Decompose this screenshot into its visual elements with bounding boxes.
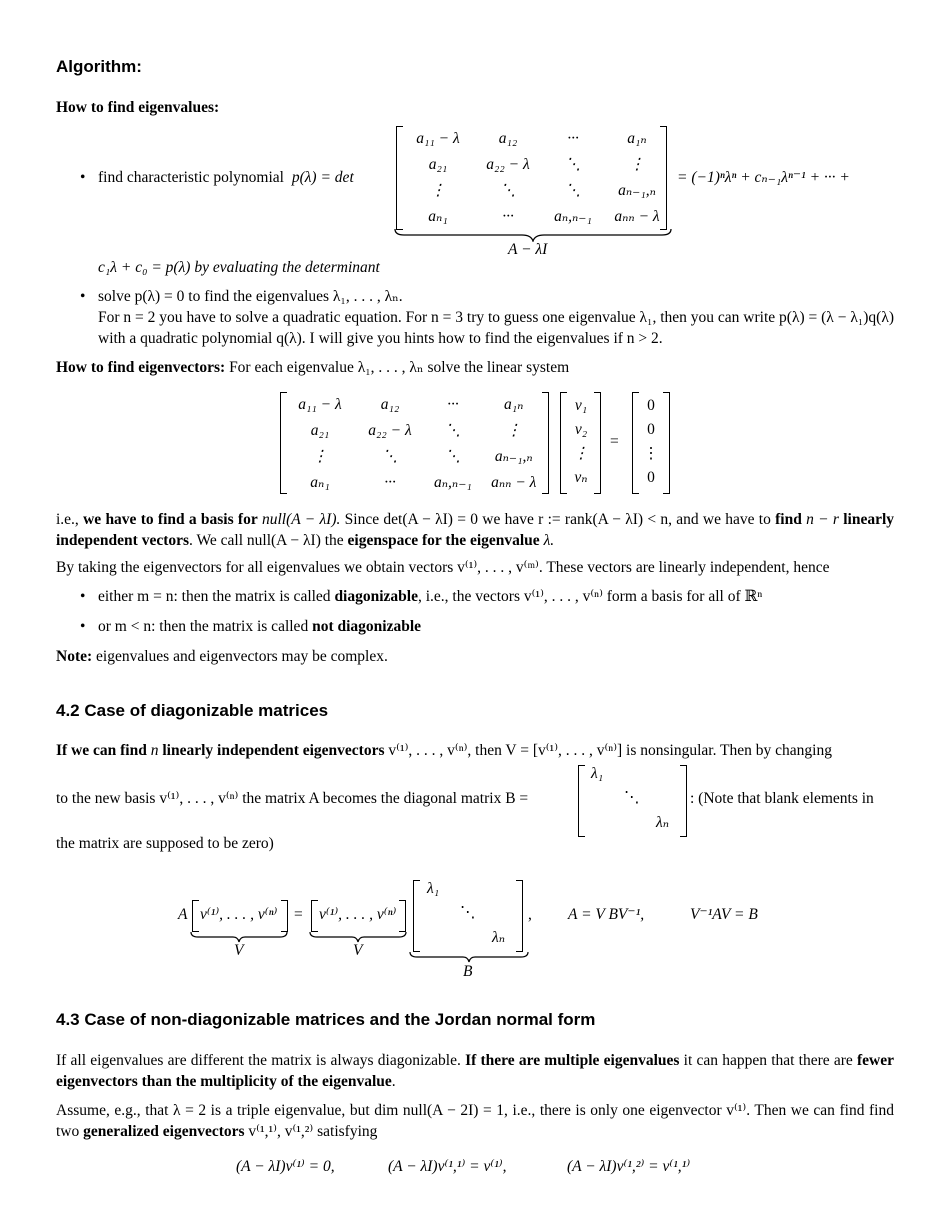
m1-cell: ··· — [567, 129, 579, 147]
z-cell: 0 — [647, 468, 655, 486]
pdet: p(λ) = det — [291, 169, 354, 186]
eqv1-left-bracket — [192, 900, 199, 932]
m1-cell: a₁₁ − λ — [416, 129, 460, 147]
s43-eq1: (A − λI)v⁽¹⁾ = 0, — [236, 1158, 335, 1175]
m1-cell: aₙ₋₁,ₙ — [618, 181, 656, 199]
matrix2 — [286, 392, 548, 496]
diag-bullet1: either m = n: then the matrix is called diagonizable, i.e., the vectors v⁽¹⁾, . . . , v⁽ⁿ⁾ form a basis for all of ℝⁿ — [98, 588, 763, 605]
v-vector — [564, 394, 598, 490]
m2-cell: a₂₂ − λ — [368, 421, 412, 439]
m1-cell: ⋱ — [565, 181, 581, 199]
m1-cell: ··· — [502, 207, 514, 225]
m2-cell: ⋱ — [445, 421, 461, 439]
m1-cell: a₂₁ — [428, 155, 448, 173]
eq-vec1: v⁽¹⁾, . . . , v⁽ⁿ⁾ — [200, 906, 278, 923]
eq-V1: V — [234, 942, 244, 959]
v-cell: v₁ — [574, 396, 588, 414]
eigenvalues-heading: How to find eigenvalues: — [56, 99, 220, 116]
bullet-dot: • — [80, 169, 86, 186]
v-cell: vₙ — [574, 468, 588, 486]
eq-right1: A = V BV⁻¹, — [568, 906, 645, 923]
m1-cell: ⋱ — [500, 181, 516, 199]
solve-line2: For n = 2 you have to solve a quadratic equation. For n = 3 try to guess one eigenvalue λ₁, then you can write p(λ) = (λ − λ₁)q(λ) with a quadratic polynomial q(λ). I will give you hints how to find the eigenvalues if n > 2. — [98, 309, 894, 347]
char-poly-intro: find characteristic polynomial p(λ) = det — [98, 169, 354, 186]
m2-cell: a₁₁ − λ — [298, 395, 342, 413]
m2-cell: a₂₁ — [310, 421, 330, 439]
eq-vec2: v⁽¹⁾, . . . , v⁽ⁿ⁾ — [319, 906, 397, 923]
underbrace-label: A − λI — [508, 241, 548, 258]
taking-paragraph: By taking the eigenvectors for all eigenvalues we obtain vectors v⁽¹⁾, . . . , v⁽ᵐ⁾. These vectors are linearly independent, hence — [56, 559, 830, 576]
eq-right2: V⁻¹AV = B — [690, 906, 758, 923]
m1-cell: aₙ₁ — [428, 207, 448, 225]
m2-cell: aₙ₁ — [310, 473, 330, 491]
s42-line1: If we can find n linearly independent eigenvectors v⁽¹⁾, . . . , v⁽ⁿ⁾, then V = [v⁽¹⁾, . . . , v⁽ⁿ⁾] is nonsingular. Then by changing — [56, 742, 832, 759]
bullet-dot: • — [80, 588, 86, 605]
eqv2-left-bracket — [311, 900, 318, 932]
eqB-top: λ₁ — [427, 880, 440, 897]
z-cell: 0 — [647, 420, 655, 438]
v-cell: v₂ — [574, 420, 588, 438]
equals: = — [610, 433, 619, 450]
m1-cell: aₙ,ₙ₋₁ — [554, 207, 592, 225]
s42-line2: to the new basis v⁽¹⁾, . . . , v⁽ⁿ⁾ the matrix A becomes the diagonal matrix B = — [56, 790, 529, 807]
note: Note: eigenvalues and eigenvectors may be complex. — [56, 648, 388, 665]
v-cell: ⋮ — [573, 444, 589, 462]
eqv1-right-bracket — [281, 900, 288, 932]
section-4-2-title: 4.2 Case of diagonizable matrices — [56, 701, 329, 720]
m1-cell: ⋮ — [430, 181, 446, 199]
m2-cell: ⋮ — [312, 447, 328, 465]
eqB-mid: ⋱ — [460, 904, 476, 921]
eq-comma: , — [528, 906, 532, 923]
s43-paragraph2: Assume, e.g., that λ = 2 is a triple eigenvalue, but dim null(A − 2I) = 1, i.e., there is only one eigenvector v⁽¹⁾. Then we can find find two generalized eigenvectors v⁽¹,¹⁾, v⁽¹,²⁾ satisfying — [56, 1102, 894, 1140]
matrix1-left-bracket — [396, 126, 403, 230]
matrix2-right-bracket — [542, 392, 549, 494]
m2-cell: a₁₂ — [380, 395, 400, 413]
eq-V2: V — [353, 942, 363, 959]
s43-eq2: (A − λI)v⁽¹,¹⁾ = v⁽¹⁾, — [388, 1158, 507, 1175]
s42-line3: the matrix are supposed to be zero) — [56, 835, 274, 852]
char-poly-rhs: = (−1)ⁿλⁿ + cₙ₋₁λⁿ⁻¹ + ··· + — [677, 169, 850, 186]
z-cell: 0 — [647, 396, 655, 414]
matrix1-right-bracket — [660, 126, 667, 230]
z-cell: ⋮ — [643, 444, 659, 462]
eigenvectors-line — [56, 358, 569, 379]
s42-line2b: : (Note that blank elements in — [690, 790, 874, 807]
diag-bullet2: or m < n: then the matrix is called not diagonizable — [98, 618, 422, 635]
vvec-right-bracket — [594, 392, 601, 494]
diagB-left-bracket — [578, 765, 585, 837]
m1-cell: ⋮ — [629, 155, 645, 173]
char-poly-cont: c₁λ + c₀ = p(λ) by evaluating the determinant — [98, 259, 380, 276]
m1-cell: ⋱ — [565, 155, 581, 173]
section-4-3-title: 4.3 Case of non-diagonizable matrices and the Jordan normal form — [56, 1010, 596, 1029]
eqB-left-bracket — [413, 880, 420, 952]
m2-cell: ⋱ — [445, 447, 461, 465]
diag-mid: ⋱ — [624, 789, 640, 806]
m2-cell: aₙ₋₁,ₙ — [494, 447, 533, 465]
solve-line1: solve p(λ) = 0 to find the eigenvalues λ₁, . . . , λₙ. — [98, 288, 403, 305]
zvec-right-bracket — [663, 392, 670, 494]
m2-cell: ⋱ — [382, 447, 398, 465]
diag-bot: λₙ — [656, 814, 669, 831]
eqB-right-bracket — [516, 880, 523, 952]
m1-cell: aₙₙ − λ — [614, 207, 660, 225]
eqv2-right-bracket — [399, 900, 406, 932]
bullet-dot: • — [80, 618, 86, 635]
eq-equals: = — [294, 906, 303, 923]
s43-paragraph1: If all eigenvalues are different the matrix is always diagonizable. If there are multiple eigenvalues it can happen that there are fewer eigenvectors than the multiplicity of the eigenvalue. — [56, 1052, 895, 1090]
eigenvectors-text: For each eigenvalue λ₁, . . . , λₙ solve the linear system — [229, 359, 570, 376]
m2-cell: a₁ₙ — [504, 395, 524, 413]
diagB-right-bracket — [680, 765, 687, 837]
m2-cell: ··· — [384, 473, 396, 491]
eigenvectors-heading: How to find eigenvectors: — [56, 359, 226, 376]
matrix1 — [403, 126, 671, 230]
eq-A: A — [178, 906, 188, 923]
eq-B: B — [463, 963, 473, 980]
m1-cell: a₁ₙ — [627, 129, 647, 147]
algorithm-heading: Algorithm: — [56, 57, 142, 76]
diag-top: λ₁ — [591, 765, 604, 782]
m1-cell: a₁₂ — [498, 129, 518, 147]
basis-paragraph: i.e., we have to find a basis for null(A − λI). Since det(A − λI) = 0 we have r := rank(A − λI) < n, and we have to find n − r linearly independent vectors. We call null(A − λI) the eigenspace for the eigenvalue λ. — [56, 511, 895, 549]
m2-cell: aₙₙ − λ — [491, 473, 537, 491]
m2-cell: ··· — [447, 395, 459, 413]
bullet-dot: • — [80, 288, 86, 305]
m2-cell: ⋮ — [506, 421, 522, 439]
m2-cell: aₙ,ₙ₋₁ — [434, 473, 472, 491]
eqB-bot: λₙ — [492, 929, 505, 946]
s43-eq3: (A − λI)v⁽¹,²⁾ = v⁽¹,¹⁾ — [567, 1158, 691, 1175]
m1-cell: a₂₂ − λ — [486, 155, 530, 173]
